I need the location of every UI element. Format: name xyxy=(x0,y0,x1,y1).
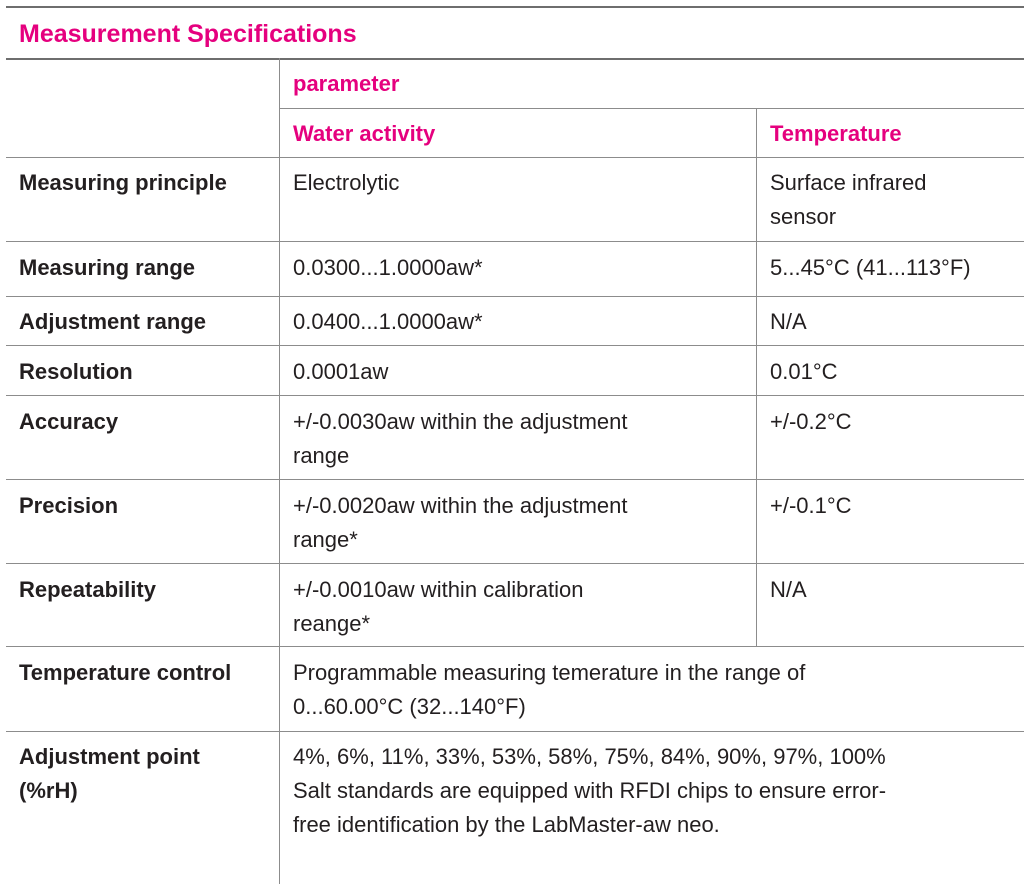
row-divider xyxy=(6,157,1024,158)
temperature-value: +/-0.2°C xyxy=(770,409,852,434)
spanning-value-line: 0...60.00°C (32...140°F) xyxy=(293,694,526,719)
title-rule xyxy=(6,58,1024,60)
temperature-value: +/-0.1°C xyxy=(770,493,852,518)
row-divider xyxy=(6,345,1024,346)
row-label: Adjustment range xyxy=(19,309,207,334)
water-activity-value-line: range* xyxy=(293,527,358,552)
spanning-value xyxy=(293,656,805,724)
row-divider xyxy=(6,395,1024,396)
spanning-value-line: Salt standards are equipped with RFDI chips to ensure error- xyxy=(293,778,887,803)
temperature-value: 5...45°C (41...113°F) xyxy=(770,255,971,280)
row-label: Repeatability xyxy=(19,577,156,602)
column-divider xyxy=(279,58,280,884)
water-activity-value xyxy=(293,405,627,473)
row-label xyxy=(19,740,200,808)
water-activity-value xyxy=(293,489,627,557)
water-activity-value-line: +/-0.0020aw within the adjustment xyxy=(293,493,628,518)
water-activity-value: 0.0001aw xyxy=(293,359,389,384)
water-activity-value-line: range xyxy=(293,443,350,468)
water-activity-value: 0.0400...1.0000aw* xyxy=(293,309,483,334)
header-divider xyxy=(279,108,1024,109)
row-label: Measuring range xyxy=(19,255,196,280)
spanning-value-line: Programmable measuring temerature in the range of xyxy=(293,660,806,685)
water-activity-value: Electrolytic xyxy=(293,170,400,195)
row-label-line: Adjustment point xyxy=(19,744,200,769)
temperature-value-line: sensor xyxy=(770,204,837,229)
row-divider xyxy=(6,296,1024,297)
row-label: Precision xyxy=(19,493,119,518)
header-parameter: parameter xyxy=(293,71,400,96)
temperature-value: N/A xyxy=(770,309,807,334)
temperature-value: 0.01°C xyxy=(770,359,838,384)
water-activity-value: 0.0300...1.0000aw* xyxy=(293,255,483,280)
row-label: Accuracy xyxy=(19,409,119,434)
row-divider xyxy=(6,731,1024,732)
row-divider xyxy=(6,563,1024,564)
page-title: Measurement Specifications xyxy=(19,20,357,48)
row-divider xyxy=(6,241,1024,242)
row-divider xyxy=(6,646,1024,647)
row-label: Resolution xyxy=(19,359,133,384)
header-temperature: Temperature xyxy=(770,121,902,146)
temperature-value-line: Surface infrared xyxy=(770,170,927,195)
header-water-activity: Water activity xyxy=(293,121,436,146)
spanning-value xyxy=(293,740,886,842)
water-activity-value xyxy=(293,573,583,641)
top-rule xyxy=(6,6,1024,8)
spanning-value-line: free identification by the LabMaster-aw neo. xyxy=(293,812,720,837)
spanning-value-line: 4%, 6%, 11%, 33%, 53%, 58%, 75%, 84%, 90%, 97%, 100% xyxy=(293,744,886,769)
row-label-line: (%rH) xyxy=(19,778,78,803)
row-label: Temperature control xyxy=(19,660,232,685)
row-divider xyxy=(6,479,1024,480)
water-activity-value-line: +/-0.0010aw within calibration xyxy=(293,577,584,602)
water-activity-value-line: +/-0.0030aw within the adjustment xyxy=(293,409,628,434)
row-label: Measuring principle xyxy=(19,170,227,195)
column-divider xyxy=(756,108,757,646)
temperature-value: N/A xyxy=(770,577,807,602)
water-activity-value-line: reange* xyxy=(293,611,371,636)
temperature-value xyxy=(770,166,927,234)
